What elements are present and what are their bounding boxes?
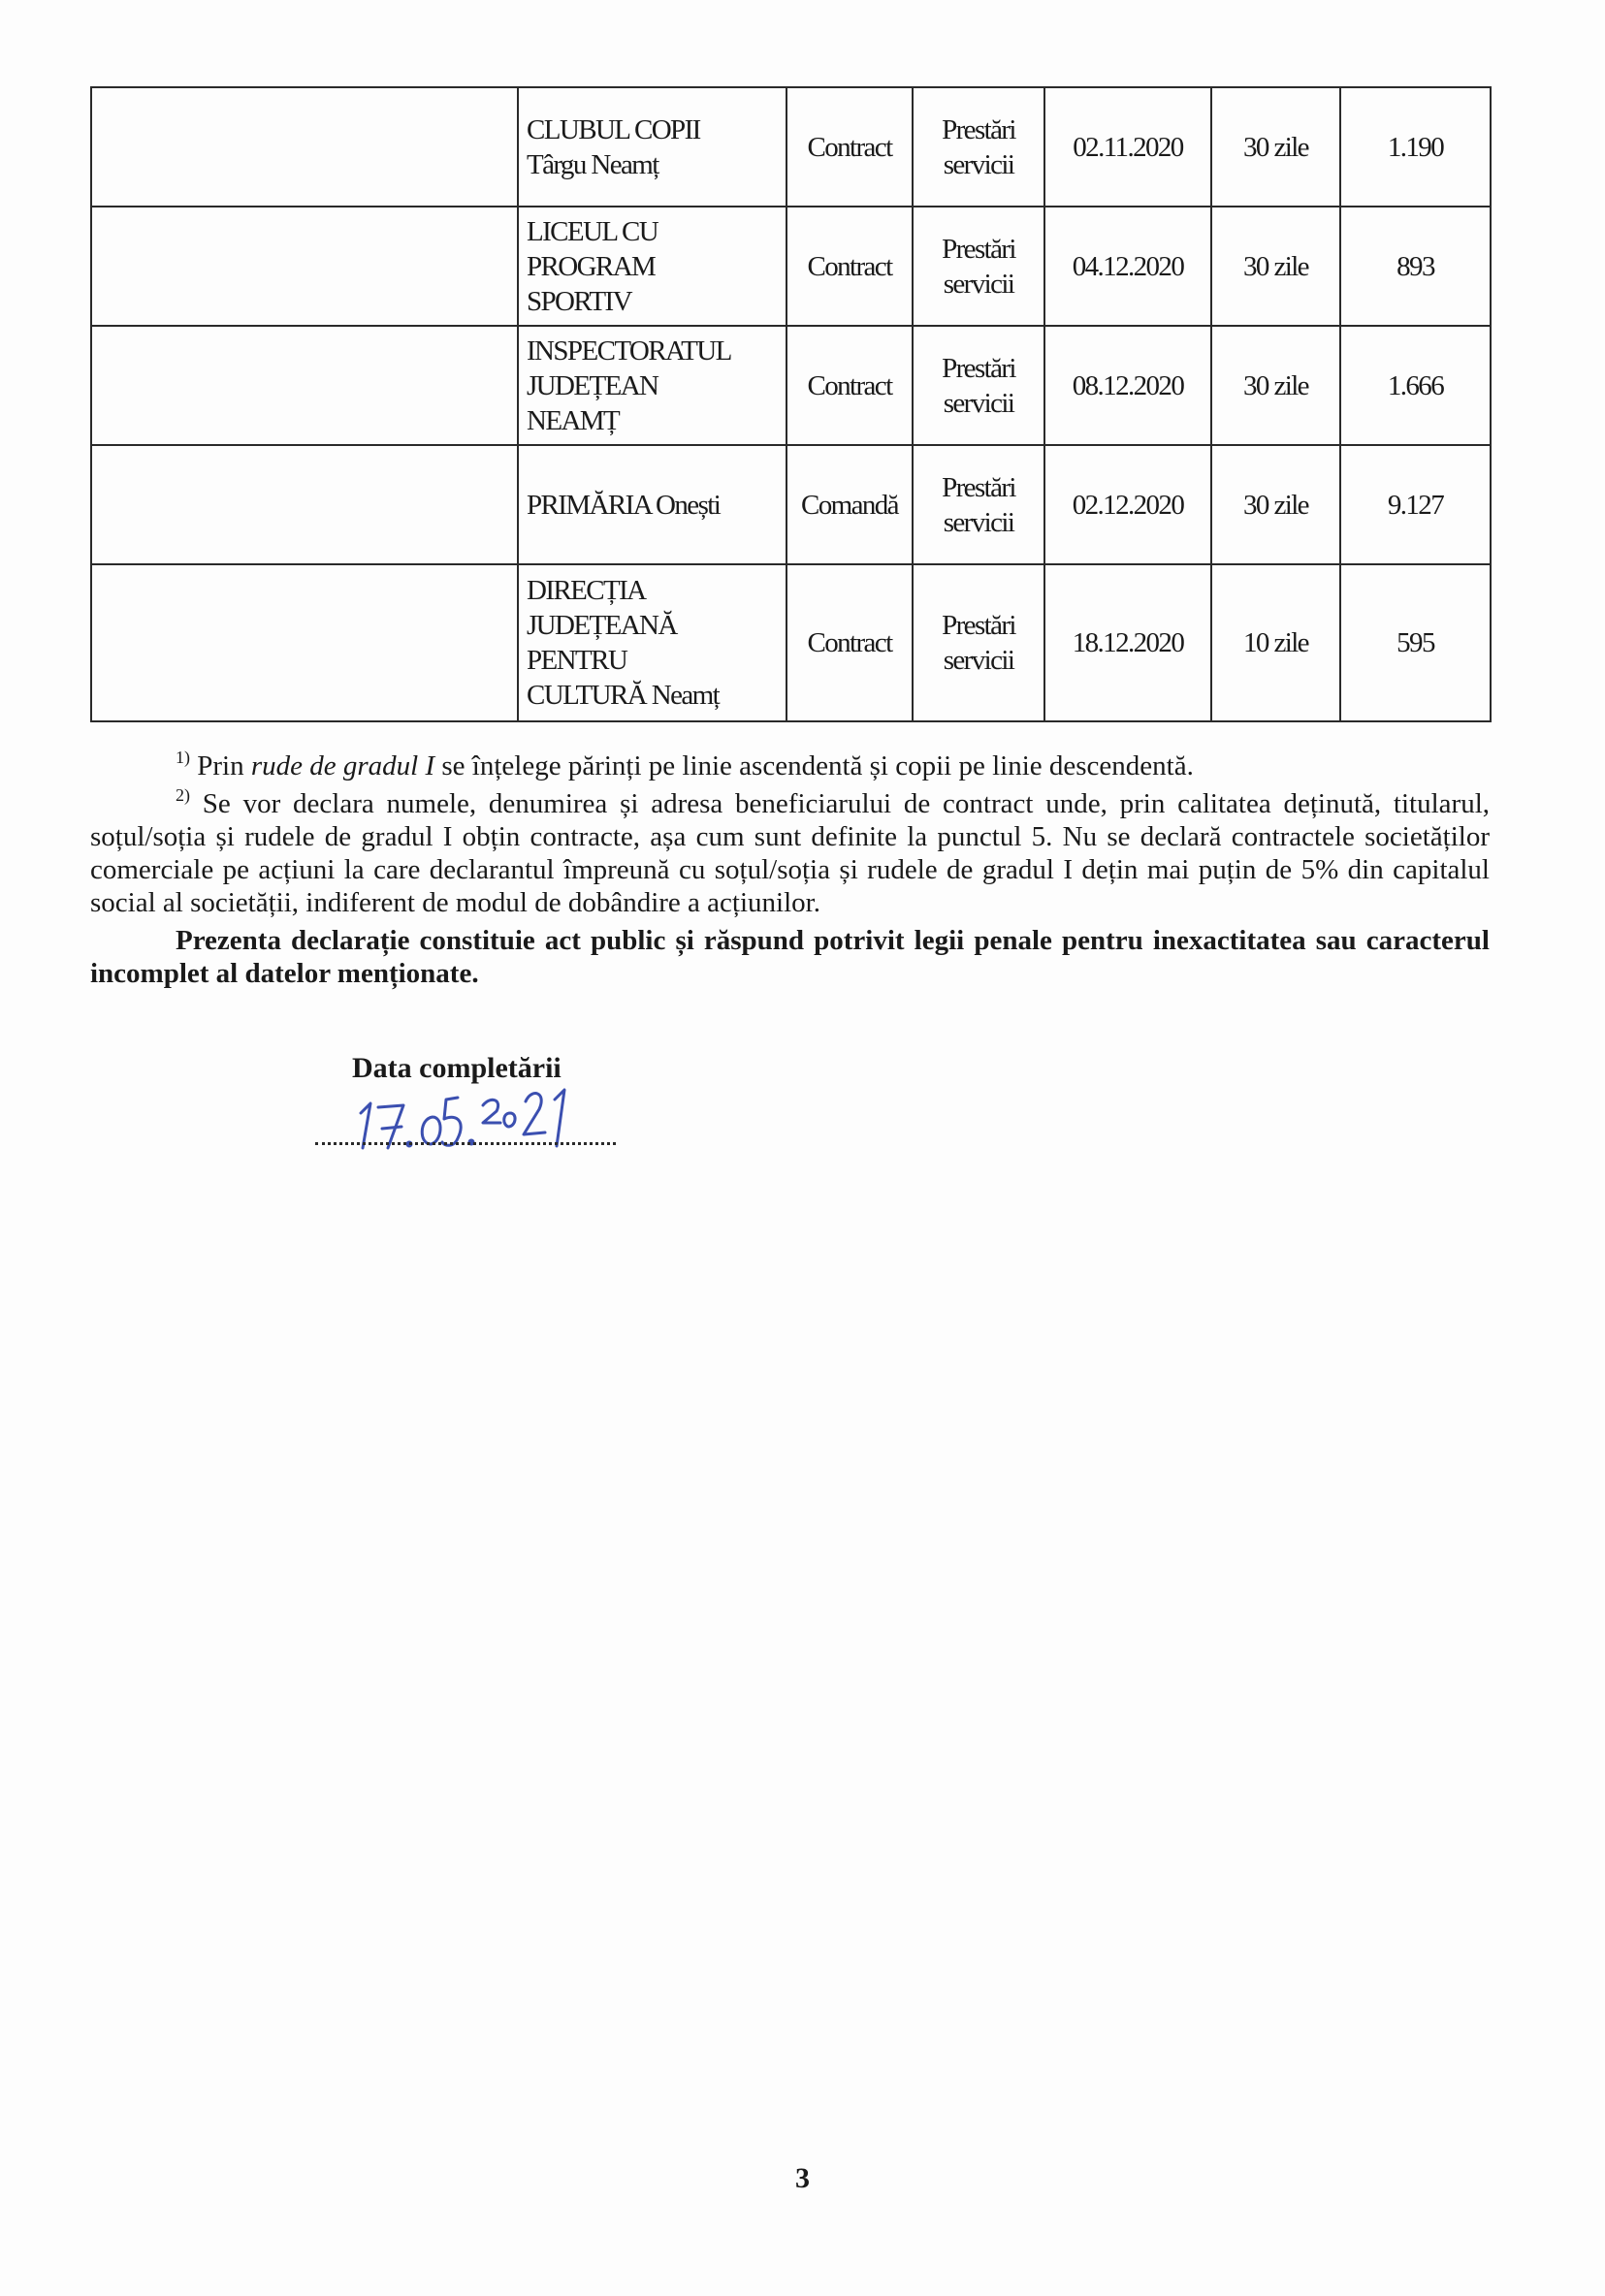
table-row <box>91 87 1491 207</box>
footnote-1-marker: 1) <box>176 748 190 767</box>
object-line: Prestări <box>942 610 1015 641</box>
footnote-1-text-before: Prin <box>197 750 251 781</box>
object-line: Prestări <box>942 352 1015 384</box>
cell-contract-value: 9.127 <box>1340 445 1491 564</box>
footnote-1-italic: rude de gradul I <box>250 750 435 781</box>
footnote-2-marker: 2) <box>176 785 190 805</box>
cell-contract-type: Contract <box>786 564 913 721</box>
cell-blank <box>91 445 518 564</box>
contracts-table <box>90 86 1492 722</box>
cell-beneficiary <box>518 326 786 445</box>
footnote-1-text-after: se înțelege părinți pe linie ascendentă și copii pe linie descendentă. <box>434 750 1194 781</box>
cell-contract-duration: 30 zile <box>1211 445 1340 564</box>
beneficiary-line: Târgu Neamț <box>527 148 658 180</box>
cell-blank <box>91 207 518 326</box>
cell-contract-date: 02.11.2020 <box>1044 87 1211 207</box>
table-row <box>91 445 1491 564</box>
object-line: servicii <box>943 148 1014 180</box>
object-line: servicii <box>943 387 1014 419</box>
cell-blank <box>91 564 518 721</box>
date-dotted-line <box>315 1142 616 1145</box>
cell-contract-object <box>913 564 1044 721</box>
beneficiary-line: SPORTIV <box>527 285 631 317</box>
object-line: Prestări <box>942 233 1015 265</box>
cell-beneficiary <box>518 445 786 564</box>
object-line: servicii <box>943 645 1014 676</box>
page-number: 3 <box>795 2162 810 2194</box>
beneficiary-line: DIRECȚIA <box>527 575 646 606</box>
cell-beneficiary <box>518 564 786 721</box>
beneficiary-line: JUDEȚEANĂ <box>527 610 677 641</box>
cell-contract-value: 1.190 <box>1340 87 1491 207</box>
footnote-1 <box>90 749 1490 782</box>
object-line: servicii <box>943 268 1014 300</box>
footnote-2-text: Se vor declara numele, denumirea și adresa beneficiarului de contract unde, prin calitatea deținută, titularul, soțul/soția și rudele de gradul I obțin contracte, așa cum sunt definite la punctul 5. Nu se declară contractele societăților comerciale pe acțiuni la care declarantul împreună cu soțul/soția și rudele de gradul I dețin mai puțin de 5% din capitalul social al societății, indiferent de modul de dobândire a acțiunilor. <box>90 788 1490 918</box>
footnote-2 <box>90 787 1490 919</box>
object-line: servicii <box>943 506 1014 538</box>
cell-contract-date: 18.12.2020 <box>1044 564 1211 721</box>
object-line: Prestări <box>942 113 1015 145</box>
cell-contract-date: 08.12.2020 <box>1044 326 1211 445</box>
table-row <box>91 207 1491 326</box>
cell-contract-type: Contract <box>786 326 913 445</box>
cell-contract-duration: 30 zile <box>1211 87 1340 207</box>
cell-contract-value: 1.666 <box>1340 326 1491 445</box>
cell-blank <box>91 326 518 445</box>
cell-contract-object <box>913 207 1044 326</box>
contracts-table-body <box>91 87 1491 721</box>
cell-contract-duration: 30 zile <box>1211 326 1340 445</box>
beneficiary-line: LICEUL CU <box>527 215 658 247</box>
table-row <box>91 564 1491 721</box>
cell-contract-object <box>913 87 1044 207</box>
cell-contract-type: Comandă <box>786 445 913 564</box>
cell-contract-type: Contract <box>786 87 913 207</box>
cell-contract-type: Contract <box>786 207 913 326</box>
cell-beneficiary <box>518 87 786 207</box>
cell-contract-object <box>913 326 1044 445</box>
legal-statement: Prezenta declarație constituie act public și răspund potrivit legii penale pentru inexactitatea sau caracterul incomplet al datelor menționate. <box>90 925 1490 989</box>
beneficiary-line: PRIMĂRIA Onești <box>527 489 721 521</box>
object-line: Prestări <box>942 471 1015 503</box>
beneficiary-line: CLUBUL COPII <box>527 113 700 145</box>
beneficiary-line: CULTURĂ Neamț <box>527 680 720 711</box>
beneficiary-line: PROGRAM <box>527 250 656 282</box>
beneficiary-line: JUDEȚEAN <box>527 369 658 401</box>
cell-blank <box>91 87 518 207</box>
cell-contract-duration: 10 zile <box>1211 564 1340 721</box>
cell-contract-object <box>913 445 1044 564</box>
cell-contract-date: 04.12.2020 <box>1044 207 1211 326</box>
cell-beneficiary <box>518 207 786 326</box>
cell-contract-date: 02.12.2020 <box>1044 445 1211 564</box>
cell-contract-value: 893 <box>1340 207 1491 326</box>
beneficiary-line: INSPECTORATUL <box>527 335 731 367</box>
footnotes-section <box>90 749 1490 995</box>
cell-contract-duration: 30 zile <box>1211 207 1340 326</box>
completion-date-label: Data completării <box>352 1052 562 1084</box>
table-row <box>91 326 1491 445</box>
beneficiary-line: PENTRU <box>527 645 627 676</box>
cell-contract-value: 595 <box>1340 564 1491 721</box>
beneficiary-line: NEAMȚ <box>527 404 620 436</box>
